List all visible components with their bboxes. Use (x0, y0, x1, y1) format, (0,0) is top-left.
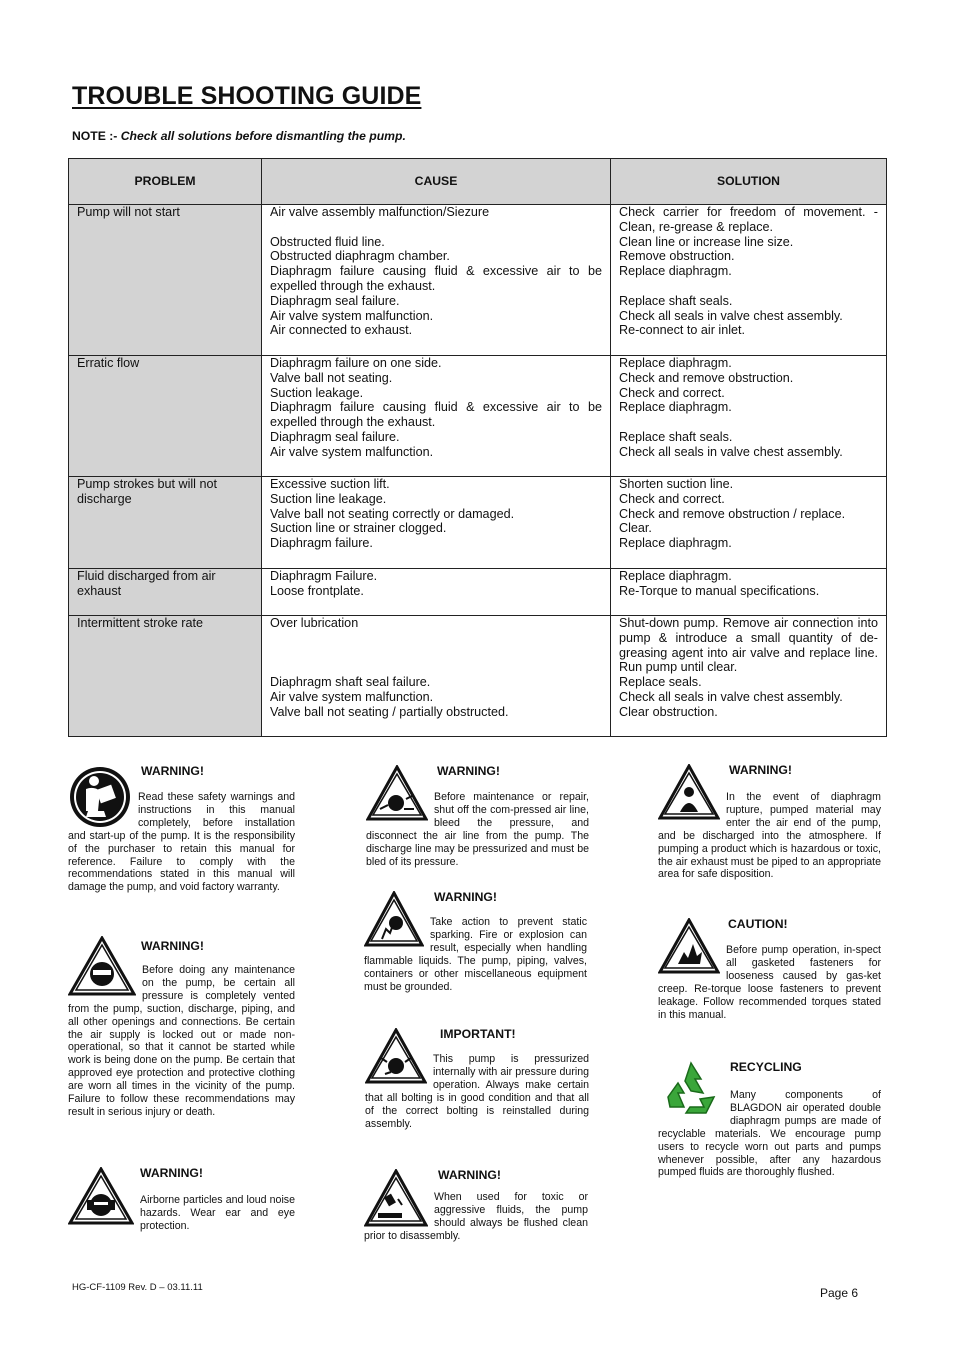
cause-line: Suction leakage. (270, 385, 364, 400)
cause-line (270, 220, 602, 235)
notice-text: Many components of BLAGDON air operated double diaphragm pumps are made of recyclable materials. We encourage pump users to recycle worn out parts and pumps whenever possible, after any hazardous pumped fluids are thoroughly flushed. (658, 1089, 881, 1179)
page-number: Page 6 (820, 1286, 859, 1300)
cause-line: Air connected to exhaust. (270, 323, 413, 338)
solution-line: Check and remove obstruction. (619, 370, 794, 385)
solution-line: Replace shaft seals. (619, 429, 733, 444)
notice-heading: WARNING! (140, 1166, 203, 1180)
cause-line: Diaphragm failure. (270, 536, 373, 551)
solution-line: Replace seals. (619, 675, 702, 690)
cause-cell (262, 616, 611, 737)
ear-eye-protection-icon (68, 1167, 134, 1225)
cause-line: Suction line leakage. (270, 491, 387, 506)
note-label: NOTE :- (72, 129, 118, 143)
problem-cell: Pump will not start (69, 205, 262, 356)
cause-line (270, 646, 602, 661)
problem-cell: Intermittent stroke rate (69, 616, 262, 737)
note (72, 129, 406, 143)
solution-line: Check and correct. (619, 491, 725, 506)
solution-cell (611, 616, 887, 737)
notice-text: Take action to prevent static sparking. Fire or explosion can result, especially when handling flammable liquids. The pump, piping, valves, containers or other miscellaneous equipment must be grounded. (364, 916, 587, 993)
table-row (69, 205, 887, 356)
cause-line: Obstructed diaphragm chamber. (270, 249, 450, 264)
cause-line: Diaphragm shaft seal failure. (270, 675, 431, 690)
solution-line: Check all seals in valve chest assembly. (619, 444, 843, 459)
cause-line: Diaphragm failure on one side. (270, 356, 442, 370)
notice-heading: WARNING! (729, 763, 792, 777)
solution-line (619, 415, 878, 430)
cause-line (270, 660, 602, 675)
cause-line: Obstructed fluid line. (270, 234, 385, 249)
solution-line: Replace diaphragm. (619, 569, 732, 583)
pressure-release-icon (366, 765, 428, 821)
notice-maintenance (68, 940, 295, 1119)
solution-line: Clear obstruction. (619, 704, 718, 719)
notice-text: Airborne particles and loud noise hazards. Wear ear and eye protection. (140, 1194, 295, 1232)
cause-cell (262, 356, 611, 477)
solution-line: Clear. (619, 521, 652, 536)
table-row (69, 616, 887, 737)
notice-heading: IMPORTANT! (440, 1027, 516, 1041)
notice-text: Read these safety warnings and instructions in this manual completely, before installation and start-up of the pump. It is the responsibility of the purchaser to retain this manual for reference. Failure to comply with the recommendations stated in this manual will damage the pump, and void factory warranty. (68, 791, 295, 894)
notice-heading: WARNING! (141, 764, 204, 778)
cause-line: Diaphragm seal failure. (270, 429, 400, 444)
notice-static (364, 891, 587, 993)
cause-line: Air valve system malfunction. (270, 689, 434, 704)
notice-recycling (658, 1061, 881, 1179)
notice-caution (658, 918, 881, 1021)
problem-cell: Erratic flow (69, 356, 262, 477)
cause-line (270, 631, 602, 646)
table-row (69, 569, 887, 616)
solution-line: Replace diaphragm. (619, 536, 732, 551)
read-manual-icon (68, 765, 132, 829)
troubleshooting-table (68, 158, 887, 737)
problem-cell: Pump strokes but will not discharge (69, 477, 262, 569)
cause-line: Diaphragm seal failure. (270, 293, 400, 308)
solution-cell (611, 205, 887, 356)
notice-text: Before doing any maintenance on the pump, be certain all pressure is completely vented from the pump, suction, discharge, piping, and all other openings and connections. Be certain the air supply is locked out or made non-operational, so that it cannot be started while work is being done on the pump. Be certain that approved eye protection and protective clothing are worn all times in the vicinity of the pump. Failure to follow these recommendations may result in serious injury or death. (68, 964, 295, 1118)
pressurized-icon (365, 1028, 427, 1084)
cause-line: Loose frontplate. (270, 583, 364, 598)
table-row (69, 356, 887, 477)
notice-text: When used for toxic or aggressive fluids, the pump should always be flushed clean prior to disassembly. (364, 1191, 588, 1242)
cause-cell (262, 569, 611, 616)
cause-line: Excessive suction lift. (270, 477, 390, 491)
face-shield-icon (68, 936, 136, 996)
solution-line: Clean line or increase line size. (619, 234, 794, 249)
cause-line: Air valve system malfunction. (270, 308, 434, 323)
solution-line: Check carrier for freedom of movement. - Clean, re-grease & replace. (619, 205, 878, 234)
cause-line: Diaphragm failure causing fluid & excessive air to be expelled through the exhaust. (270, 264, 602, 293)
solution-cell (611, 569, 887, 616)
cause-line: Diaphragm failure causing fluid & excessive air to be expelled through the exhaust. (270, 400, 602, 430)
table-header-row (69, 159, 887, 205)
solution-line: Shut-down pump. Remove air connection into pump & introduce a small quantity of de-greasing agent into air valve and replace line. Run pump until clear. (619, 616, 878, 675)
solution-line: Check all seals in valve chest assembly. (619, 308, 843, 323)
solution-line: Check and remove obstruction / replace. (619, 506, 846, 521)
cause-line: Suction line or strainer clogged. (270, 521, 447, 536)
table-row (69, 477, 887, 569)
cause-cell (262, 477, 611, 569)
notice-pressurized (365, 1028, 589, 1130)
notice-text: Before pump operation, in-spect all gasketed fasteners for looseness caused by gas-ket creep. Re-torque loose fasteners to prevent leakage. Follow recommended torques stated in this manual. (658, 944, 881, 1021)
cause-cell (262, 205, 611, 356)
solution-line: Check and correct. (619, 385, 725, 400)
notice-text: In the event of diaphragm rupture, pumped material may enter the air end of the pump, and be discharged into the atmosphere. If pumping a product which is hazardous or toxic, the air exhaust must be piped to an appropriate area for safe disposition. (658, 791, 881, 881)
notice-heading: CAUTION! (728, 917, 788, 931)
cause-line: Air valve assembly malfunction/Siezure (270, 205, 490, 219)
header-problem: PROBLEM (69, 159, 262, 205)
recycling-icon (658, 1057, 724, 1123)
solution-line: Check all seals in valve chest assembly. (619, 689, 843, 704)
cause-line: Diaphragm Failure. (270, 569, 378, 583)
notice-heading: RECYCLING (730, 1060, 802, 1074)
cause-line: Valve ball not seating / partially obstructed. (270, 704, 509, 719)
notice-heading: WARNING! (438, 1168, 501, 1182)
notice-bleed (366, 765, 589, 868)
notice-toxic (364, 1169, 588, 1243)
header-solution: SOLUTION (611, 159, 887, 205)
notice-heading: WARNING! (434, 890, 497, 904)
static-spark-icon (364, 891, 424, 947)
cause-line: Valve ball not seating correctly or damaged. (270, 506, 515, 521)
note-text: Check all solutions before dismantling the pump. (120, 129, 406, 143)
solution-line: Re-Torque to manual specifications. (619, 583, 820, 598)
notice-rupture (658, 764, 881, 881)
notice-heading: WARNING! (437, 764, 500, 778)
cause-line: Air valve system malfunction. (270, 444, 434, 459)
notice-text: Before maintenance or repair, shut off the com-pressed air line, bleed the pressure, and disconnect the air line from the pump. The discharge line may be pressurized and must be bled of its pressure. (366, 791, 589, 868)
explosion-icon (658, 918, 720, 974)
solution-line: Re-connect to air inlet. (619, 323, 745, 338)
solution-line: Replace diaphragm. (619, 400, 732, 415)
document-reference: HG-CF-1109 Rev. D – 03.11.11 (72, 1282, 203, 1293)
corrosive-icon (364, 1169, 428, 1227)
solution-cell (611, 477, 887, 569)
problem-cell: Fluid discharged from air exhaust (69, 569, 262, 616)
notice-noise (68, 1167, 295, 1233)
solution-line: Shorten suction line. (619, 477, 734, 491)
solution-line: Replace shaft seals. (619, 293, 733, 308)
toxic-exhaust-icon (658, 764, 720, 820)
notice-heading: WARNING! (141, 939, 204, 953)
cause-line: Over lubrication (270, 616, 359, 630)
cause-line: Valve ball not seating. (270, 370, 393, 385)
page-title: TROUBLE SHOOTING GUIDE (72, 82, 422, 110)
solution-line (619, 279, 878, 294)
solution-line: Replace diaphragm. (619, 264, 732, 279)
solution-line: Replace diaphragm. (619, 356, 732, 370)
notice-text: This pump is pressurized internally with air pressure during operation. Always make certain that all bolting is in good condition and that all of the correct bolting is reinstalled during assembly. (365, 1053, 589, 1130)
solution-line: Remove obstruction. (619, 249, 735, 264)
notice-read-manual (68, 765, 295, 894)
header-cause: CAUSE (262, 159, 611, 205)
solution-cell (611, 356, 887, 477)
